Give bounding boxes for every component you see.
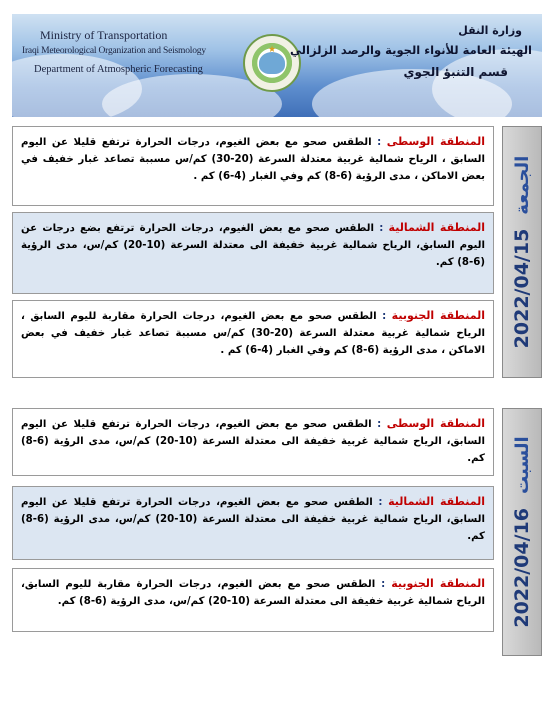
day-name: الجمعة	[512, 155, 533, 215]
forecast-text: الطقس صحو مع بعض الغيوم، درجات الحرارة ترتفع قليلا عن اليوم السابق، الرياح شمالية غربية خفيفة الى معتدلة السرعة (10-20) كم/س، مدى الرؤية (6-8) كم.	[21, 419, 485, 464]
region-label: المنطقة الجنوبية	[391, 577, 485, 590]
day-block-2	[12, 408, 542, 656]
region-box-central: المنطقة الوسطى : الطقس صحو مع بعض الغيوم، درجات الحرارة ترتفع قليلا عن اليوم السابق، الرياح شمالية غربية خفيفة الى معتدلة السرعة (10-20) كم/س، مدى الرؤية (6-8) كم.	[12, 408, 494, 476]
meteorology-seal-icon: ★	[243, 34, 301, 92]
ministry-en: Ministry of Transportation	[40, 28, 168, 42]
forecast-text: الطقس صحو مع بعض الغيوم، درجات الحرارة ترتفع بضع درجات عن اليوم السابق، الرياح شمالية غربية خفيفة الى معتدلة السرعة (10-20) كم/س، مدى الرؤية (6-8) كم.	[21, 223, 485, 268]
forecast-text: الطقس صحو مع بعض الغيوم، درجات الحرارة مقاربة لليوم السابق، الرياح شمالية غربية خفيفة الى معتدلة السرعة (10-20) كم/س، مدى الرؤية (6-8) كم.	[21, 579, 485, 607]
forecast-text: الطقس صحو مع بعض الغيوم، درجات الحرارة مقاربة لليوم السابق ، الرياح شمالية غربية معتدلة السرعة (20-30) كم/س مسببة تصاعد غبار خفيف في بعض الاماكن ، مدى الرؤية (6-8) كم وفي الغبار (4-6) كم .	[21, 311, 485, 356]
region-box-north: المنطقة الشمالية : الطقس صحو مع بعض الغيوم، درجات الحرارة ترتفع بضع درجات عن اليوم السابق، الرياح شمالية غربية خفيفة الى معتدلة السرعة (10-20) كم/س، مدى الرؤية (6-8) كم.	[12, 212, 494, 294]
header-banner	[12, 14, 542, 117]
department-ar: قسم التنبؤ الجوي	[403, 65, 508, 79]
region-label: المنطقة الوسطى	[386, 417, 486, 430]
day-name: السبت	[512, 436, 533, 495]
header-arabic	[290, 24, 532, 79]
region-label: المنطقة الشمالية	[388, 495, 486, 508]
day-date: 2022/04/15	[511, 228, 533, 349]
organization-ar: الهيئة العامة للأنواء الجوية والرصد الزلزالي	[290, 43, 532, 57]
day-block-1	[12, 126, 542, 378]
region-box-central: المنطقة الوسطى : الطقس صحو مع بعض الغيوم، درجات الحرارة ترتفع قليلا عن اليوم السابق ، الرياح شمالية غربية معتدلة السرعة (20-30) كم/س مسببة تصاعد غبار خفيف في بعض الاماكن ، مدى الرؤية (6-8) كم وفي الغبار (4-6) كم .	[12, 126, 494, 206]
day-side-panel	[502, 408, 542, 656]
region-box-south: المنطقة الجنوبية : الطقس صحو مع بعض الغيوم، درجات الحرارة مقاربة لليوم السابق ، الرياح شمالية غربية معتدلة السرعة (20-30) كم/س مسببة تصاعد غبار خفيف في بعض الاماكن ، مدى الرؤية (6-8) كم وفي الغبار (4-6) كم .	[12, 300, 494, 378]
day-date: 2022/04/16	[511, 508, 533, 628]
department-en: Department of Atmospheric Forecasting	[34, 64, 203, 75]
region-box-north: المنطقة الشمالية : الطقس صحو مع بعض الغيوم، درجات الحرارة ترتفع قليلا عن اليوم السابق، الرياح شمالية غربية خفيفة الى معتدلة السرعة (10-20) كم/س، مدى الرؤية (6-8) كم.	[12, 486, 494, 560]
organization-en: Iraqi Meteorological Organization and Seismology	[22, 46, 206, 56]
forecast-text: الطقس صحو مع بعض الغيوم، درجات الحرارة ترتفع قليلا عن اليوم السابق، الرياح شمالية غربية خفيفة الى معتدلة السرعة (10-20) كم/س، مدى الرؤية (6-8) كم.	[21, 497, 485, 542]
forecast-text: الطقس صحو مع بعض الغيوم، درجات الحرارة ترتفع قليلا عن اليوم السابق ، الرياح شمالية غربية معتدلة السرعة (20-30) كم/س مسببة تصاعد غبار خفيف في بعض الاماكن ، مدى الرؤية (6-8) كم وفي الغبار (4-6) كم .	[21, 137, 485, 182]
region-label: المنطقة الجنوبية	[391, 309, 486, 322]
region-label: المنطقة الشمالية	[388, 221, 485, 234]
region-label: المنطقة الوسطى	[386, 135, 486, 148]
day-side-panel	[502, 126, 542, 378]
region-box-south: المنطقة الجنوبية : الطقس صحو مع بعض الغيوم، درجات الحرارة مقاربة لليوم السابق، الرياح شمالية غربية خفيفة الى معتدلة السرعة (10-20) كم/س، مدى الرؤية (6-8) كم.	[12, 568, 494, 632]
ministry-ar: وزارة النقل	[458, 24, 522, 37]
